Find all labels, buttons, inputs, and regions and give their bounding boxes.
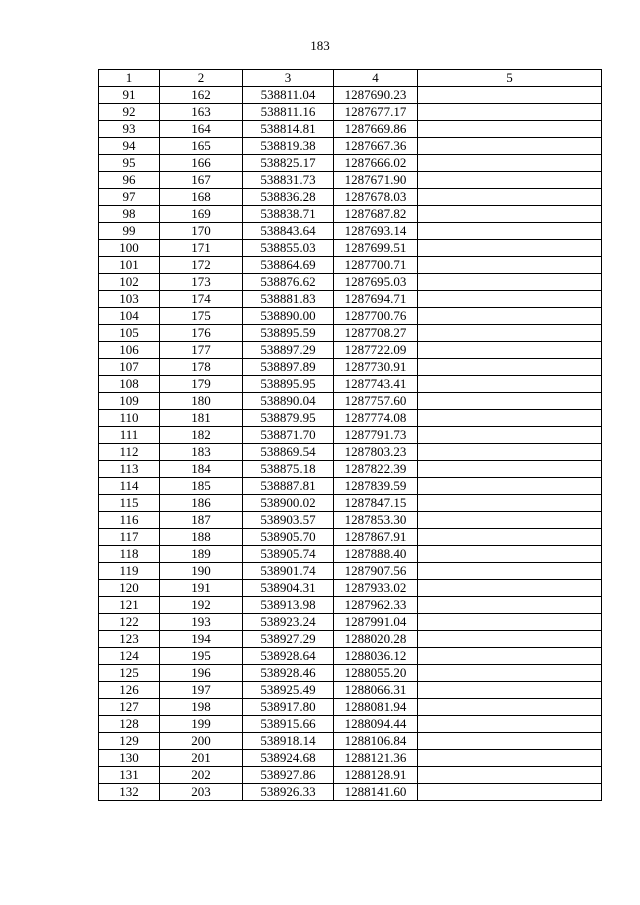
y-coordinate-cell: 1287690.23 (334, 87, 418, 104)
notes-cell (418, 342, 602, 359)
notes-cell (418, 274, 602, 291)
y-coordinate-cell: 1287695.03 (334, 274, 418, 291)
point-number-cell: 109 (99, 393, 160, 410)
table-row (99, 478, 602, 495)
x-coordinate-cell: 538814.81 (243, 121, 334, 138)
vertex-number-cell: 186 (160, 495, 243, 512)
notes-cell (418, 665, 602, 682)
x-coordinate-cell: 538811.16 (243, 104, 334, 121)
vertex-number-cell: 185 (160, 478, 243, 495)
x-coordinate-cell: 538819.38 (243, 138, 334, 155)
x-coordinate-cell: 538843.64 (243, 223, 334, 240)
vertex-number-cell: 189 (160, 546, 243, 563)
x-coordinate-cell: 538928.46 (243, 665, 334, 682)
point-number-cell: 113 (99, 461, 160, 478)
notes-cell (418, 563, 602, 580)
y-coordinate-cell: 1287774.08 (334, 410, 418, 427)
notes-cell (418, 546, 602, 563)
x-coordinate-cell: 538864.69 (243, 257, 334, 274)
point-number-cell: 127 (99, 699, 160, 716)
vertex-number-cell: 177 (160, 342, 243, 359)
y-coordinate-cell: 1287700.71 (334, 257, 418, 274)
point-number-cell: 95 (99, 155, 160, 172)
vertex-number-cell: 188 (160, 529, 243, 546)
vertex-number-cell: 168 (160, 189, 243, 206)
vertex-number-cell: 173 (160, 274, 243, 291)
table-row (99, 257, 602, 274)
y-coordinate-cell: 1288036.12 (334, 648, 418, 665)
notes-cell (418, 291, 602, 308)
table-row (99, 546, 602, 563)
vertex-number-cell: 195 (160, 648, 243, 665)
point-number-cell: 125 (99, 665, 160, 682)
vertex-number-cell: 179 (160, 376, 243, 393)
notes-cell (418, 308, 602, 325)
x-coordinate-cell: 538897.89 (243, 359, 334, 376)
notes-cell (418, 240, 602, 257)
notes-cell (418, 716, 602, 733)
table-row (99, 563, 602, 580)
y-coordinate-cell: 1287687.82 (334, 206, 418, 223)
y-coordinate-cell: 1287671.90 (334, 172, 418, 189)
table-row (99, 444, 602, 461)
point-number-cell: 120 (99, 580, 160, 597)
y-coordinate-cell: 1287722.09 (334, 342, 418, 359)
vertex-number-cell: 199 (160, 716, 243, 733)
vertex-number-cell: 182 (160, 427, 243, 444)
notes-cell (418, 325, 602, 342)
table-header (99, 70, 602, 87)
point-number-cell: 116 (99, 512, 160, 529)
point-number-cell: 108 (99, 376, 160, 393)
x-coordinate-cell: 538879.95 (243, 410, 334, 427)
vertex-number-cell: 174 (160, 291, 243, 308)
y-coordinate-cell: 1288128.91 (334, 767, 418, 784)
notes-cell (418, 206, 602, 223)
point-number-cell: 129 (99, 733, 160, 750)
x-coordinate-cell: 538890.04 (243, 393, 334, 410)
vertex-number-cell: 183 (160, 444, 243, 461)
notes-cell (418, 155, 602, 172)
x-coordinate-cell: 538915.66 (243, 716, 334, 733)
point-number-cell: 117 (99, 529, 160, 546)
table-row (99, 308, 602, 325)
notes-cell (418, 461, 602, 478)
x-coordinate-cell: 538925.49 (243, 682, 334, 699)
x-coordinate-cell: 538825.17 (243, 155, 334, 172)
x-coordinate-cell: 538903.57 (243, 512, 334, 529)
point-number-cell: 105 (99, 325, 160, 342)
x-coordinate-cell: 538905.70 (243, 529, 334, 546)
table-row (99, 291, 602, 308)
vertex-number-cell: 165 (160, 138, 243, 155)
notes-cell (418, 580, 602, 597)
point-number-cell: 131 (99, 767, 160, 784)
vertex-number-cell: 190 (160, 563, 243, 580)
point-number-cell: 130 (99, 750, 160, 767)
column-header-4: 4 (334, 70, 418, 87)
notes-cell (418, 784, 602, 801)
table-row (99, 240, 602, 257)
y-coordinate-cell: 1287839.59 (334, 478, 418, 495)
notes-cell (418, 767, 602, 784)
notes-cell (418, 121, 602, 138)
notes-cell (418, 478, 602, 495)
point-number-cell: 94 (99, 138, 160, 155)
point-number-cell: 93 (99, 121, 160, 138)
vertex-number-cell: 203 (160, 784, 243, 801)
y-coordinate-cell: 1287694.71 (334, 291, 418, 308)
y-coordinate-cell: 1287757.60 (334, 393, 418, 410)
vertex-number-cell: 169 (160, 206, 243, 223)
vertex-number-cell: 202 (160, 767, 243, 784)
point-number-cell: 112 (99, 444, 160, 461)
table-row (99, 665, 602, 682)
y-coordinate-cell: 1287791.73 (334, 427, 418, 444)
x-coordinate-cell: 538887.81 (243, 478, 334, 495)
table-row (99, 750, 602, 767)
table-row (99, 767, 602, 784)
table-row (99, 393, 602, 410)
point-number-cell: 128 (99, 716, 160, 733)
point-number-cell: 99 (99, 223, 160, 240)
x-coordinate-cell: 538913.98 (243, 597, 334, 614)
table-row (99, 716, 602, 733)
vertex-number-cell: 178 (160, 359, 243, 376)
x-coordinate-cell: 538927.86 (243, 767, 334, 784)
page-number: 183 (310, 38, 330, 53)
table-row (99, 529, 602, 546)
notes-cell (418, 750, 602, 767)
table-row (99, 580, 602, 597)
y-coordinate-cell: 1287743.41 (334, 376, 418, 393)
table-row (99, 427, 602, 444)
table-row (99, 104, 602, 121)
x-coordinate-cell: 538875.18 (243, 461, 334, 478)
y-coordinate-cell: 1287666.02 (334, 155, 418, 172)
vertex-number-cell: 196 (160, 665, 243, 682)
coordinates-table (98, 69, 602, 801)
y-coordinate-cell: 1288066.31 (334, 682, 418, 699)
point-number-cell: 91 (99, 87, 160, 104)
table-row (99, 223, 602, 240)
y-coordinate-cell: 1287669.86 (334, 121, 418, 138)
table-row (99, 597, 602, 614)
x-coordinate-cell: 538905.74 (243, 546, 334, 563)
vertex-number-cell: 180 (160, 393, 243, 410)
notes-cell (418, 138, 602, 155)
vertex-number-cell: 166 (160, 155, 243, 172)
vertex-number-cell: 175 (160, 308, 243, 325)
table-row (99, 342, 602, 359)
point-number-cell: 124 (99, 648, 160, 665)
point-number-cell: 114 (99, 478, 160, 495)
notes-cell (418, 87, 602, 104)
notes-cell (418, 631, 602, 648)
notes-cell (418, 699, 602, 716)
column-header-1: 1 (99, 70, 160, 87)
vertex-number-cell: 163 (160, 104, 243, 121)
table-row (99, 87, 602, 104)
y-coordinate-cell: 1287867.91 (334, 529, 418, 546)
x-coordinate-cell: 538831.73 (243, 172, 334, 189)
point-number-cell: 126 (99, 682, 160, 699)
notes-cell (418, 444, 602, 461)
notes-cell (418, 682, 602, 699)
table-row (99, 172, 602, 189)
y-coordinate-cell: 1288141.60 (334, 784, 418, 801)
vertex-number-cell: 194 (160, 631, 243, 648)
point-number-cell: 119 (99, 563, 160, 580)
vertex-number-cell: 171 (160, 240, 243, 257)
notes-cell (418, 495, 602, 512)
table-row (99, 376, 602, 393)
y-coordinate-cell: 1287847.15 (334, 495, 418, 512)
y-coordinate-cell: 1288020.28 (334, 631, 418, 648)
point-number-cell: 92 (99, 104, 160, 121)
x-coordinate-cell: 538928.64 (243, 648, 334, 665)
y-coordinate-cell: 1288094.44 (334, 716, 418, 733)
table-row (99, 631, 602, 648)
x-coordinate-cell: 538900.02 (243, 495, 334, 512)
x-coordinate-cell: 538890.00 (243, 308, 334, 325)
vertex-number-cell: 191 (160, 580, 243, 597)
vertex-number-cell: 187 (160, 512, 243, 529)
y-coordinate-cell: 1287667.36 (334, 138, 418, 155)
notes-cell (418, 427, 602, 444)
table-row (99, 648, 602, 665)
vertex-number-cell: 197 (160, 682, 243, 699)
notes-cell (418, 172, 602, 189)
y-coordinate-cell: 1288121.36 (334, 750, 418, 767)
vertex-number-cell: 181 (160, 410, 243, 427)
table-row (99, 512, 602, 529)
table-row (99, 138, 602, 155)
x-coordinate-cell: 538871.70 (243, 427, 334, 444)
table-row (99, 682, 602, 699)
point-number-cell: 121 (99, 597, 160, 614)
notes-cell (418, 189, 602, 206)
table-row (99, 359, 602, 376)
x-coordinate-cell: 538876.62 (243, 274, 334, 291)
table-row (99, 121, 602, 138)
point-number-cell: 122 (99, 614, 160, 631)
notes-cell (418, 223, 602, 240)
point-number-cell: 98 (99, 206, 160, 223)
x-coordinate-cell: 538855.03 (243, 240, 334, 257)
vertex-number-cell: 198 (160, 699, 243, 716)
point-number-cell: 115 (99, 495, 160, 512)
y-coordinate-cell: 1287677.17 (334, 104, 418, 121)
column-header-3: 3 (243, 70, 334, 87)
column-header-5: 5 (418, 70, 602, 87)
x-coordinate-cell: 538895.95 (243, 376, 334, 393)
x-coordinate-cell: 538904.31 (243, 580, 334, 597)
point-number-cell: 104 (99, 308, 160, 325)
y-coordinate-cell: 1287678.03 (334, 189, 418, 206)
notes-cell (418, 393, 602, 410)
vertex-number-cell: 200 (160, 733, 243, 750)
point-number-cell: 100 (99, 240, 160, 257)
table-row (99, 733, 602, 750)
point-number-cell: 96 (99, 172, 160, 189)
point-number-cell: 123 (99, 631, 160, 648)
table-row (99, 461, 602, 478)
x-coordinate-cell: 538927.29 (243, 631, 334, 648)
notes-cell (418, 359, 602, 376)
x-coordinate-cell: 538881.83 (243, 291, 334, 308)
y-coordinate-cell: 1287822.39 (334, 461, 418, 478)
vertex-number-cell: 201 (160, 750, 243, 767)
x-coordinate-cell: 538917.80 (243, 699, 334, 716)
notes-cell (418, 257, 602, 274)
y-coordinate-cell: 1288106.84 (334, 733, 418, 750)
notes-cell (418, 614, 602, 631)
point-number-cell: 103 (99, 291, 160, 308)
table-row (99, 410, 602, 427)
notes-cell (418, 597, 602, 614)
notes-cell (418, 104, 602, 121)
table-row (99, 274, 602, 291)
table-body (99, 87, 602, 801)
point-number-cell: 97 (99, 189, 160, 206)
point-number-cell: 118 (99, 546, 160, 563)
y-coordinate-cell: 1287962.33 (334, 597, 418, 614)
notes-cell (418, 529, 602, 546)
y-coordinate-cell: 1287907.56 (334, 563, 418, 580)
point-number-cell: 102 (99, 274, 160, 291)
x-coordinate-cell: 538897.29 (243, 342, 334, 359)
notes-cell (418, 376, 602, 393)
vertex-number-cell: 193 (160, 614, 243, 631)
vertex-number-cell: 170 (160, 223, 243, 240)
y-coordinate-cell: 1287699.51 (334, 240, 418, 257)
notes-cell (418, 648, 602, 665)
table-row (99, 699, 602, 716)
point-number-cell: 107 (99, 359, 160, 376)
table-row (99, 495, 602, 512)
x-coordinate-cell: 538918.14 (243, 733, 334, 750)
vertex-number-cell: 164 (160, 121, 243, 138)
vertex-number-cell: 167 (160, 172, 243, 189)
vertex-number-cell: 172 (160, 257, 243, 274)
column-header-2: 2 (160, 70, 243, 87)
header-row (99, 70, 602, 87)
vertex-number-cell: 176 (160, 325, 243, 342)
table-row (99, 325, 602, 342)
y-coordinate-cell: 1288081.94 (334, 699, 418, 716)
point-number-cell: 111 (99, 427, 160, 444)
x-coordinate-cell: 538926.33 (243, 784, 334, 801)
table-row (99, 189, 602, 206)
y-coordinate-cell: 1287853.30 (334, 512, 418, 529)
x-coordinate-cell: 538923.24 (243, 614, 334, 631)
y-coordinate-cell: 1287693.14 (334, 223, 418, 240)
notes-cell (418, 733, 602, 750)
x-coordinate-cell: 538901.74 (243, 563, 334, 580)
y-coordinate-cell: 1287888.40 (334, 546, 418, 563)
notes-cell (418, 410, 602, 427)
point-number-cell: 101 (99, 257, 160, 274)
y-coordinate-cell: 1287991.04 (334, 614, 418, 631)
point-number-cell: 106 (99, 342, 160, 359)
x-coordinate-cell: 538811.04 (243, 87, 334, 104)
vertex-number-cell: 184 (160, 461, 243, 478)
y-coordinate-cell: 1288055.20 (334, 665, 418, 682)
x-coordinate-cell: 538924.68 (243, 750, 334, 767)
x-coordinate-cell: 538838.71 (243, 206, 334, 223)
x-coordinate-cell: 538895.59 (243, 325, 334, 342)
x-coordinate-cell: 538869.54 (243, 444, 334, 461)
table-row (99, 784, 602, 801)
point-number-cell: 132 (99, 784, 160, 801)
notes-cell (418, 512, 602, 529)
y-coordinate-cell: 1287708.27 (334, 325, 418, 342)
y-coordinate-cell: 1287803.23 (334, 444, 418, 461)
y-coordinate-cell: 1287933.02 (334, 580, 418, 597)
table-row (99, 155, 602, 172)
vertex-number-cell: 192 (160, 597, 243, 614)
table-row (99, 614, 602, 631)
y-coordinate-cell: 1287700.76 (334, 308, 418, 325)
y-coordinate-cell: 1287730.91 (334, 359, 418, 376)
x-coordinate-cell: 538836.28 (243, 189, 334, 206)
point-number-cell: 110 (99, 410, 160, 427)
vertex-number-cell: 162 (160, 87, 243, 104)
table-row (99, 206, 602, 223)
